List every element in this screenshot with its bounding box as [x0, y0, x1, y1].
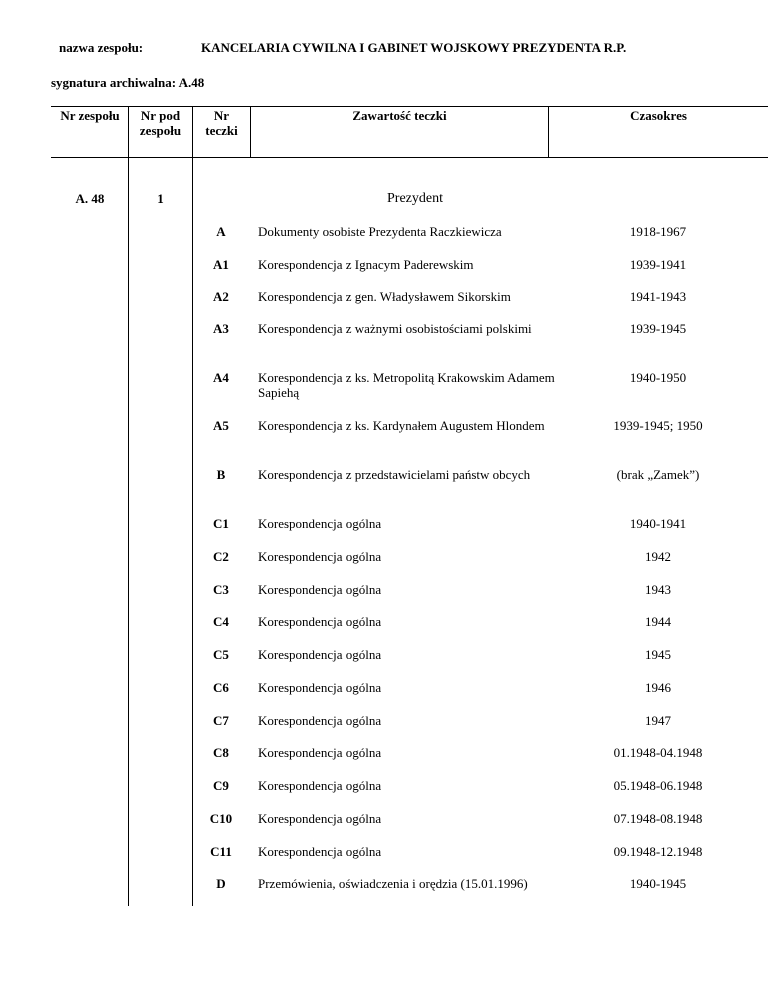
file-code: C1: [213, 516, 229, 531]
file-code: A5: [213, 418, 229, 433]
file-code: C7: [213, 713, 229, 728]
file-code: A: [216, 224, 226, 239]
file-contents: Korespondencja ogólna: [258, 778, 382, 793]
file-contents: Korespondencja ogólna: [258, 647, 382, 662]
file-period: 1918-1967: [629, 224, 687, 239]
file-period: 1942: [645, 549, 671, 564]
file-contents: Korespondencja z gen. Władysławem Sikorskim: [258, 289, 511, 304]
file-period: 1940-1945: [629, 876, 687, 891]
file-period: (brak „Zamek”): [616, 467, 700, 482]
file-contents: Korespondencja ogólna: [258, 549, 382, 564]
file-period: 1946: [645, 680, 671, 695]
file-contents: Korespondencja z ks. Metropolitą Krakowskim Adamem Sapiehą: [258, 370, 555, 400]
file-contents: Korespondencja ogólna: [258, 582, 382, 597]
file-contents: Korespondencja ogólna: [258, 516, 382, 531]
file-code: C4: [213, 614, 229, 629]
file-contents: Korespondencja ogólna: [258, 713, 382, 728]
file-period: 1939-1945; 1950: [613, 418, 703, 433]
column-header-fond-no: Nr zespołu: [60, 108, 120, 123]
file-period: 1939-1945: [629, 321, 687, 336]
subfond-number: 1: [157, 191, 164, 206]
file-code: C3: [213, 582, 229, 597]
fond-name-label: nazwa zespołu:: [59, 40, 144, 55]
file-contents: Korespondencja ogólna: [258, 811, 382, 826]
file-period: 07.1948-08.1948: [613, 811, 703, 826]
column-header-period: Czasokres: [630, 108, 687, 123]
file-period: 1945: [645, 647, 671, 662]
file-period: 1943: [645, 582, 671, 597]
file-period: 09.1948-12.1948: [613, 844, 703, 859]
file-period: 1939-1941: [629, 257, 687, 272]
file-period: 1941-1943: [629, 289, 687, 304]
file-code: C9: [213, 778, 229, 793]
column-header-subfond-no: Nr pod zespołu: [139, 108, 182, 138]
column-divider: [128, 106, 129, 906]
file-period: 05.1948-06.1948: [613, 778, 703, 793]
section-title: Prezydent: [387, 191, 443, 206]
file-code: A1: [213, 257, 229, 272]
fond-name: KANCELARIA CYWILNA I GABINET WOJSKOWY PREZYDENTA R.P.: [201, 40, 627, 55]
file-code: B: [216, 467, 226, 482]
file-code: D: [216, 876, 226, 891]
file-contents: Korespondencja z przedstawicielami państw obcych: [258, 467, 531, 482]
file-period: 1940-1950: [629, 370, 687, 385]
file-code: A3: [213, 321, 229, 336]
file-contents: Korespondencja ogólna: [258, 844, 382, 859]
file-code: C2: [213, 549, 229, 564]
archival-signature: sygnatura archiwalna: A.48: [51, 75, 205, 90]
file-contents: Korespondencja ogólna: [258, 614, 382, 629]
file-period: 01.1948-04.1948: [613, 745, 703, 760]
file-contents: Korespondencja z ważnymi osobistościami polskimi: [258, 321, 532, 336]
column-header-contents: Zawartość teczki: [352, 108, 447, 123]
file-period: 1947: [645, 713, 671, 728]
table-header-rule: [51, 157, 768, 158]
file-contents: Korespondencja ogólna: [258, 680, 382, 695]
column-header-file-no: Nr teczki: [205, 108, 238, 138]
fond-number: A. 48: [75, 191, 105, 206]
file-code: A2: [213, 289, 229, 304]
file-code: C6: [213, 680, 229, 695]
file-code: C10: [209, 811, 233, 826]
file-code: A4: [213, 370, 229, 385]
file-code: C5: [213, 647, 229, 662]
file-contents: Dokumenty osobiste Prezydenta Raczkiewicza: [258, 224, 502, 239]
file-contents: Korespondencja z Ignacym Paderewskim: [258, 257, 474, 272]
file-period: 1940-1941: [629, 516, 687, 531]
table-top-rule: [51, 106, 768, 107]
file-contents: Korespondencja ogólna: [258, 745, 382, 760]
file-code: C11: [210, 844, 232, 859]
file-contents: Korespondencja z ks. Kardynałem Augustem Hlondem: [258, 418, 545, 433]
file-contents: Przemówienia, oświadczenia i orędzia (15.01.1996): [258, 876, 528, 891]
file-period: 1944: [645, 614, 671, 629]
file-code: C8: [213, 745, 229, 760]
